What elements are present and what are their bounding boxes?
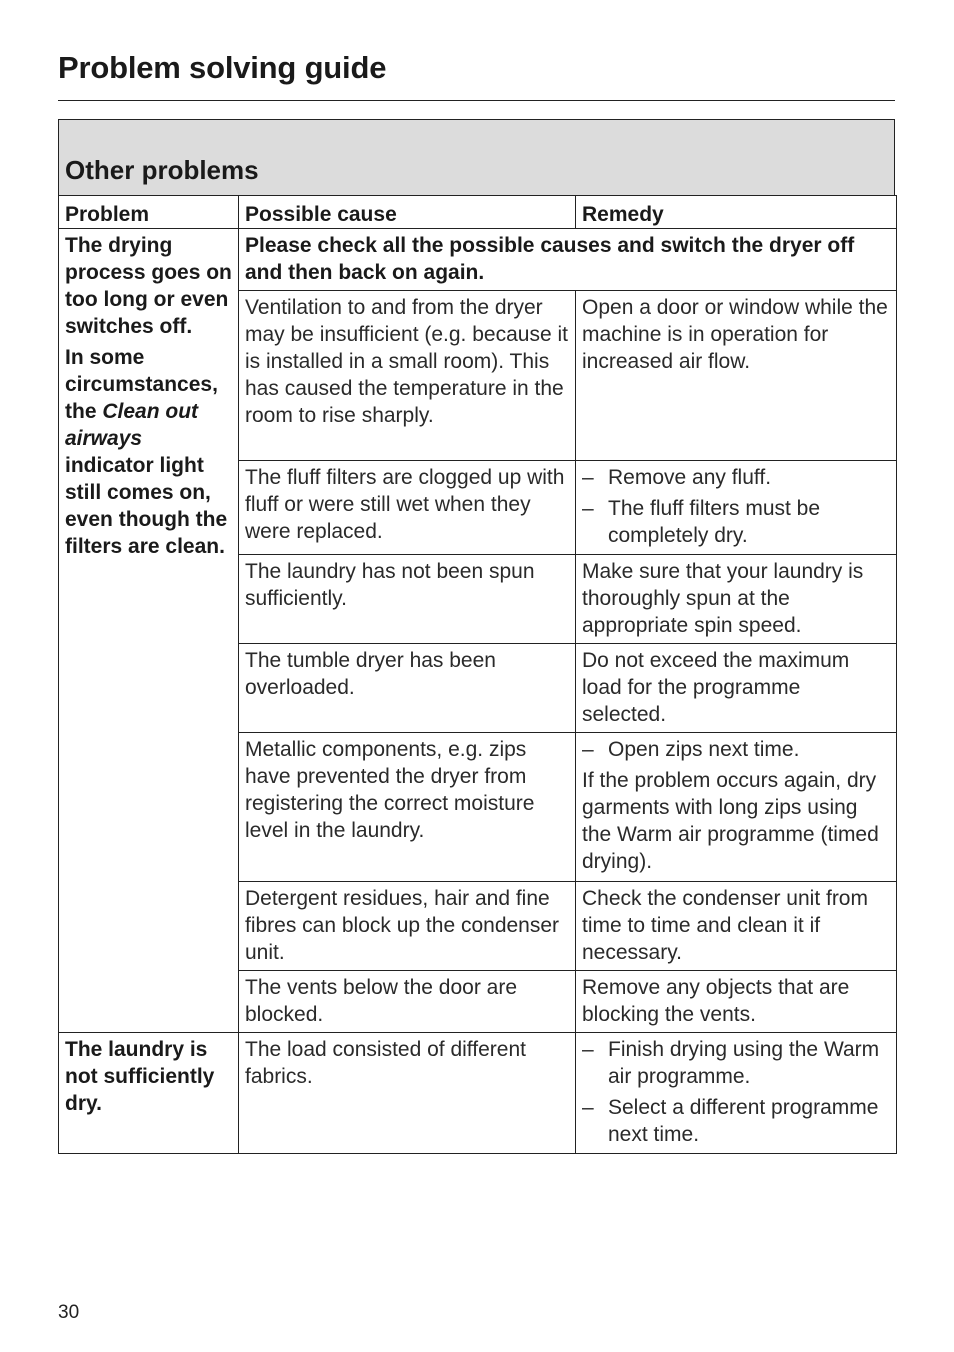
remedy-cell: Make sure that your laundry is thoroughly spun at the appropriate spin speed. xyxy=(576,555,897,644)
remedy-cell: Do not exceed the maximum load for the programme selected. xyxy=(576,644,897,733)
remedy-bullet: – Select a different programme next time. xyxy=(582,1096,879,1146)
table-header-row xyxy=(59,196,897,229)
cause-cell: The tumble dryer has been overloaded. xyxy=(239,644,576,733)
column-header-cause: Possible cause xyxy=(239,196,576,229)
remedy-cell: Check the condenser unit from time to time and clean it if necessary. xyxy=(576,882,897,971)
problem-cell-not-dry xyxy=(59,1033,239,1154)
cause-cell: The fluff filters are clogged up with fluff or were still wet when they were replaced. xyxy=(239,461,576,555)
cause-cell: Detergent residues, hair and fine fibres can block up the condenser unit. xyxy=(239,882,576,971)
problem-table xyxy=(58,195,897,1154)
remedy-cell: Open a door or window while the machine is in operation for increased air flow. xyxy=(576,291,897,461)
remedy-cell xyxy=(576,1033,897,1154)
cause-cell: The load consisted of different fabrics. xyxy=(239,1033,576,1154)
remedy-bullet: – Remove any fluff. xyxy=(582,466,772,489)
remedy-cell: Remove any objects that are blocking the vents. xyxy=(576,971,897,1033)
page-title: Problem solving guide xyxy=(58,50,387,85)
remedy-cell xyxy=(576,733,897,882)
title-divider xyxy=(58,100,895,101)
remedy-bullet: – The fluff filters must be completely dry. xyxy=(582,497,821,547)
remedy-followup: If the problem occurs again, dry garments with long zips using the Warm air programme (timed drying). xyxy=(582,769,879,873)
table-row xyxy=(59,229,897,291)
remedy-bullet: – Finish drying using the Warm air programme. xyxy=(582,1038,880,1088)
cause-cell: The vents below the door are blocked. xyxy=(239,971,576,1033)
section-title: Other problems xyxy=(65,155,259,185)
page-number: 30 xyxy=(58,1302,80,1323)
problem-text: The drying process goes on too long or even switches off. xyxy=(65,234,232,338)
column-header-problem: Problem xyxy=(59,196,239,229)
cause-cell: Ventilation to and from the dryer may be insufficient (e.g. because it is installed in a small room). This has caused the temperature in the room to rise sharply. xyxy=(239,291,576,461)
cause-cell: Metallic components, e.g. zips have prevented the dryer from registering the correct moisture level in the laundry. xyxy=(239,733,576,882)
general-note: Please check all the possible causes and switch the dryer off and then back on again. xyxy=(239,229,897,291)
problem-text: The laundry is not sufficiently dry. xyxy=(65,1038,215,1115)
column-header-remedy: Remedy xyxy=(576,196,897,229)
problem-cell-drying-too-long xyxy=(59,229,239,1033)
cause-cell: The laundry has not been spun sufficiently. xyxy=(239,555,576,644)
remedy-cell xyxy=(576,461,897,555)
problem-extra-text: In some circumstances, the Clean out airways indicator light still comes on, even though the filters are clean. xyxy=(65,346,228,558)
section-header xyxy=(58,119,895,195)
indicator-name: Clean out airways xyxy=(65,400,199,450)
remedy-bullet: – Open zips next time. xyxy=(582,738,800,761)
table-row xyxy=(59,1033,897,1154)
